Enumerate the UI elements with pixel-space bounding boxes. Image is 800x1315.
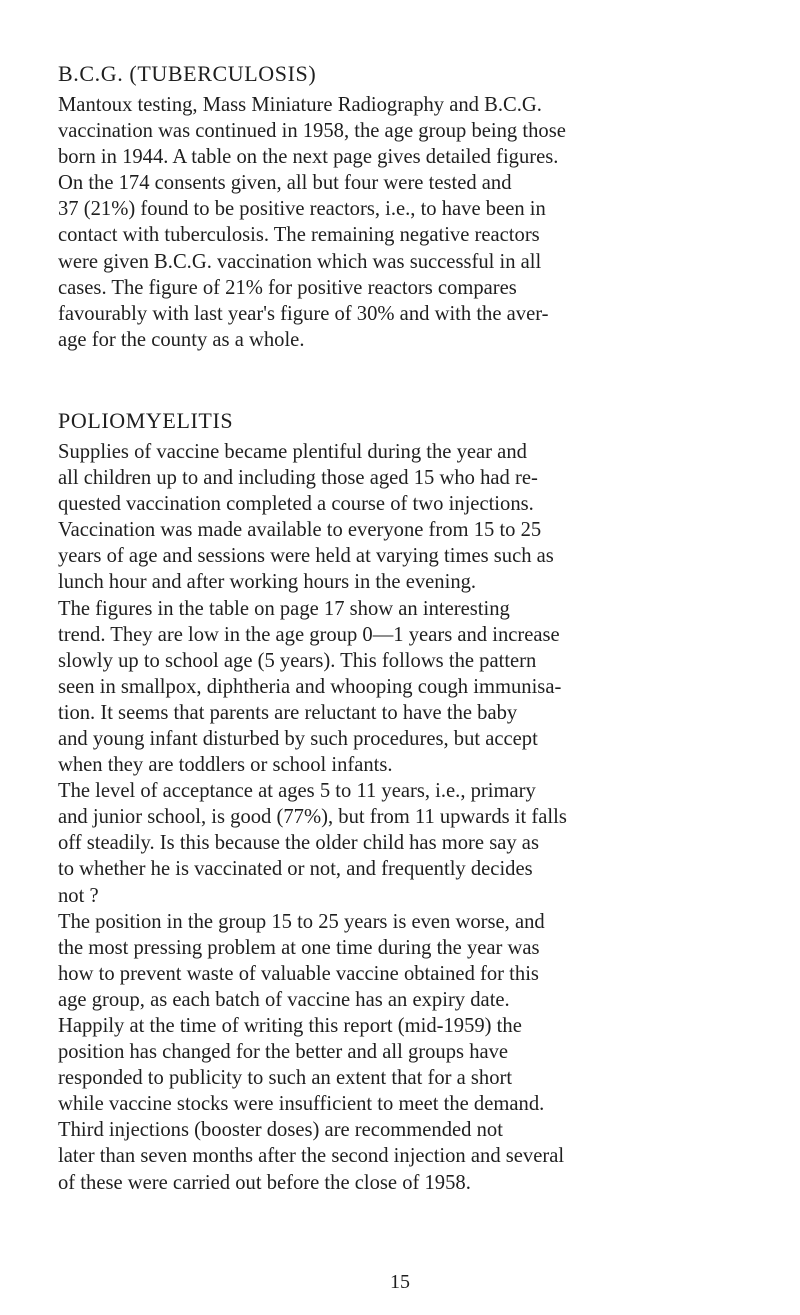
text-line: and junior school, is good (77%), but from 11 upwards it falls (58, 806, 567, 829)
section-bcg (58, 60, 748, 353)
text-line: how to prevent waste of valuable vaccine obtained for this (58, 962, 539, 985)
section-polio (58, 407, 748, 1196)
page-number: 15 (390, 1271, 410, 1293)
text-line: age group, as each batch of vaccine has an expiry date. (58, 988, 510, 1011)
text-line: when they are toddlers or school infants. (58, 754, 393, 777)
text-line: all children up to and including those aged 15 who had re- (58, 467, 538, 490)
text-line: cases. The figure of 21% for positive reactors compares (58, 276, 517, 299)
text-line: tion. It seems that parents are reluctant to have the baby (58, 701, 518, 724)
text-line: position has changed for the better and all groups have (58, 1041, 509, 1064)
text-line: favourably with last year's figure of 30% and with the aver- (58, 302, 549, 325)
document-page (58, 60, 748, 1196)
text-line: the most pressing problem at one time during the year was (58, 936, 540, 959)
text-line: to whether he is vaccinated or not, and frequently decides (58, 858, 533, 881)
text-line: slowly up to school age (5 years). This follows the pattern (58, 649, 537, 672)
text-line: not ? (58, 884, 99, 907)
text-line: contact with tuberculosis. The remaining negative reactors (58, 224, 540, 247)
text-line: The position in the group 15 to 25 years is even worse, and (58, 910, 545, 933)
section-spacer (58, 353, 748, 407)
text-line: vaccination was continued in 1958, the age group being those (58, 120, 566, 143)
text-line: were given B.C.G. vaccination which was successful in all (58, 250, 542, 273)
section-heading-polio: POLIOMYELITIS (58, 407, 234, 433)
text-line: The figures in the table on page 17 show an interesting (58, 597, 510, 620)
text-line: while vaccine stocks were insufficient to meet the demand. (58, 1093, 545, 1116)
text-line: born in 1944. A table on the next page gives detailed figures. (58, 146, 559, 169)
text-line: Vaccination was made available to everyone from 15 to 25 (58, 519, 542, 542)
text-line: later than seven months after the second injection and several (58, 1145, 565, 1168)
text-line: of these were carried out before the close of 1958. (58, 1171, 471, 1194)
section-body-bcg (58, 92, 748, 353)
text-line: 37 (21%) found to be positive reactors, i.e., to have been in (58, 198, 546, 221)
text-line: Third injections (booster doses) are recommended not (58, 1119, 503, 1142)
text-line: and young infant disturbed by such procedures, but accept (58, 727, 538, 750)
text-line: age for the county as a whole. (58, 328, 305, 351)
text-line: Mantoux testing, Mass Miniature Radiography and B.C.G. (58, 94, 542, 116)
text-line: The level of acceptance at ages 5 to 11 years, i.e., primary (58, 780, 536, 803)
text-line: off steadily. Is this because the older child has more say as (58, 832, 539, 855)
text-line: quested vaccination completed a course of two injections. (58, 493, 534, 516)
text-line: trend. They are low in the age group 0—1 years and increase (58, 623, 560, 646)
section-heading-bcg: B.C.G. (TUBERCULOSIS) (58, 61, 317, 86)
text-line: Happily at the time of writing this report (mid-1959) the (58, 1015, 522, 1037)
section-body-polio (58, 439, 748, 1196)
text-line: Supplies of vaccine became plentiful during the year and (58, 440, 527, 463)
text-line: On the 174 consents given, all but four were tested and (58, 172, 512, 195)
text-line: responded to publicity to such an extent that for a short (58, 1067, 513, 1090)
text-line: lunch hour and after working hours in the evening. (58, 571, 477, 594)
text-line: seen in smallpox, diphtheria and whooping cough immunisa- (58, 675, 562, 698)
text-line: years of age and sessions were held at varying times such as (58, 545, 554, 568)
